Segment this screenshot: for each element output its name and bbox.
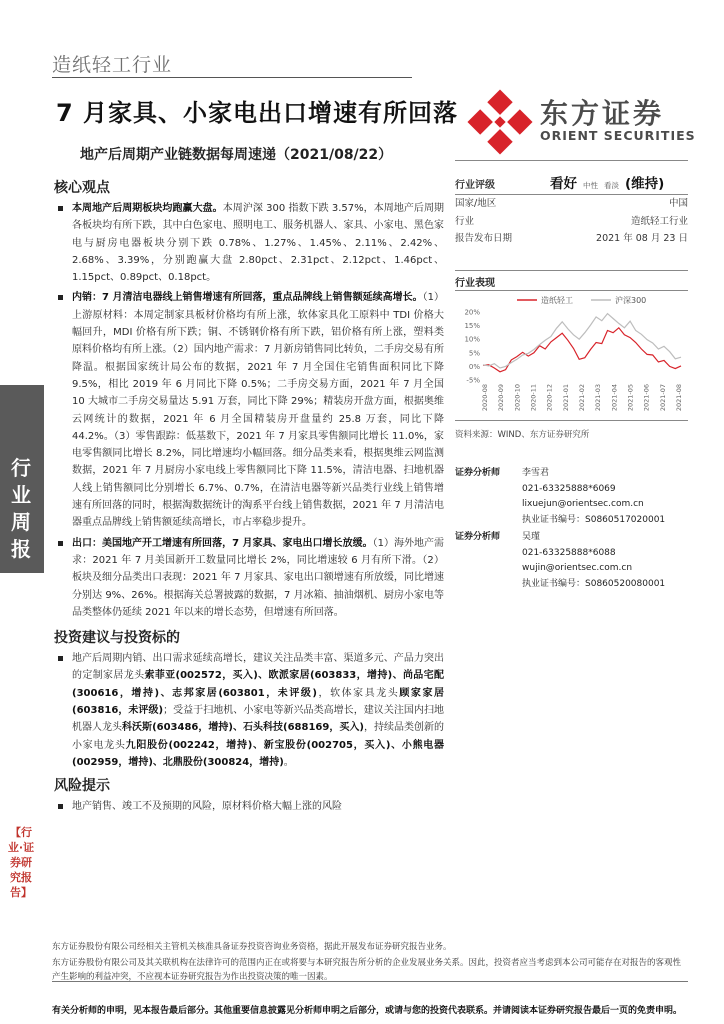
x-tick-label: 2020-09: [497, 384, 506, 412]
analyst-role: 证券分析师: [455, 468, 501, 478]
series-line: [483, 328, 681, 372]
divider: [52, 981, 688, 982]
bullet-lead: 本周地产后周期板块均跑赢大盘。: [72, 203, 223, 214]
analyst-card: [455, 466, 695, 528]
analyst-cert: 执业证书编号：S0860517020001: [522, 514, 666, 525]
analyst-phone: 021-63325888*6088: [522, 547, 616, 558]
logo-en-text: ORIENT SECURITIES: [540, 128, 696, 143]
rating-selected: 看好: [550, 176, 577, 192]
stock-list: 科沃斯(603486，增持)、石头科技(688169，买入): [122, 722, 364, 734]
analyst-email[interactable]: wujin@orientsec.com.cn: [522, 563, 633, 574]
bullet-text: 。: [283, 756, 294, 768]
performance-heading: 行业表现: [455, 278, 495, 289]
report-category-tag: 【行业·证券研究报告】: [7, 826, 35, 899]
stock-list: 索菲亚(002572，买入)、欧派家居(603833，增持)、尚品宅配(300616，增持)、志邦家居(603801，未评级): [72, 670, 444, 699]
rating-label: 行业评级: [455, 180, 495, 191]
analyst-row: [455, 466, 695, 482]
chart-source: 资料来源：WIND、东方证券研究所: [455, 430, 590, 440]
info-row: [455, 195, 688, 213]
bullet-lead: 出口：美国地产开工增速有所回落，7 月家具、家电出口增长放缓。: [72, 537, 373, 549]
x-tick-label: 2020-12: [545, 384, 554, 412]
info-value: 中国: [668, 198, 688, 209]
logo-cn-text: 东方证券: [540, 97, 665, 130]
y-tick-label: 20%: [464, 308, 480, 317]
info-value: 造纸轻工行业: [630, 215, 688, 227]
analyst-name: 吴瑾: [522, 532, 541, 542]
y-tick-label: -5%: [466, 376, 480, 385]
bullet-text: ，软体家具龙头: [316, 687, 400, 699]
report-headline: 7 月家具、小家电出口增速有所回落: [56, 99, 459, 127]
analyst-phone: 021-63325888*6069: [522, 483, 616, 494]
bullet-lead: 内销：7 月清洁电器线上销售增速有所回落，重点品牌线上销售额延续高增长。: [72, 292, 423, 304]
core-views-heading: 核心观点: [54, 180, 110, 196]
divider: [455, 160, 688, 161]
legend-label: 沪深300: [615, 296, 647, 305]
bullet-text: ；受益于扫地机、小家电等新兴品类高增长，建议关注国内扫地机器人龙头: [72, 705, 444, 734]
analyst-email[interactable]: lixuejun@orientsec.com.cn: [522, 499, 644, 510]
analyst-name: 李雪君: [522, 468, 550, 478]
footer-notice: 有关分析师的申明，见本报告最后部分。其他重要信息披露见分析师申明之后部分，或请与您的投资代表联系。并请阅读本证券研究报告最后一页的免责申明。: [52, 1006, 683, 1016]
y-tick-label: 10%: [464, 335, 480, 344]
report-type-label: 行业周报: [11, 456, 31, 561]
orient-securities-logo-icon: [466, 88, 534, 156]
x-tick-label: 2021-02: [578, 384, 586, 412]
info-row: [455, 230, 688, 248]
rating-row: [455, 172, 688, 194]
investment-bullet: [52, 650, 444, 771]
disclaimer-line: 产生影响的利益冲突，不应视本证券研究报告为作出投资决策的唯一因素。: [52, 972, 333, 982]
analyst-role: 证券分析师: [455, 532, 501, 542]
analyst-row: [455, 561, 695, 577]
analyst-row: [455, 530, 695, 546]
x-tick-label: 2021-01: [561, 384, 570, 412]
x-tick-label: 2021-08: [675, 384, 683, 412]
risk-bullet: 地产销售、竣工不及预期的风险，原材料价格大幅上涨的风险: [52, 798, 444, 815]
x-tick-label: 2020-08: [481, 384, 489, 412]
bullet-text: （1）上游原材料：本周定制家具板材价格均有所上涨，软体家具化工原料中 TDI 价格大幅回升，MDI 价格有所下跌；铜、不锈钢价格有所下跌，铝价格有所上涨，塑料类原料价格均有所上涨。（2）国内地产需求：7 月新房销售同比转负，二手房交易有所降温。根据国家统计局公布的数据，2021 年 7 月全国住宅销售面积同比下降 9.5%，相比 2019 年 6 月同比下降 0.5%；二手房交易方面，2021 年 7 月全国 10 大城市二手房交易量达 5.91 万套，同比下降 29%；精装房开盘方面，根据奥维云网统计的数据，2021 年 6 月全国精装房开盘量约 25.8 万套，同比下降 44.2%。（3）零售跟踪：低基数下，2021 年 7 月家具零售额同比增长 11.0%，家电零售额同比增长 8.2%，同比增速均小幅回落。细分品类来看，根据奥维云网监测数据，2021 年 7 月厨房小家电线上零售额同比下降 11.5%，清洁电器、扫地机器人线上销售额同比分别增长 6.7%、0.7%，在清洁电器等新兴品类行业线上销售增速有所回落的同时，根据淘数据统计的淘系平台线上销售数据，2021 年 7 月清洁电器重点品牌线上销售额延续高增长，市占率稳步提升。: [72, 292, 444, 529]
info-value: 2021 年 08 月 23 日: [596, 233, 688, 244]
y-tick-label: 0%: [468, 362, 480, 371]
main-column: [52, 177, 444, 819]
stock-list: 九阳股份(002242，增持)、新宝股份(002705，买入)、小熊电器(002959，增持)、北鼎股份(300824，增持): [72, 739, 445, 768]
core-bullet: [52, 535, 444, 621]
analyst-row: [455, 513, 695, 529]
x-tick-label: 2021-06: [642, 384, 651, 412]
info-label: 国家/地区: [455, 198, 497, 209]
analyst-card: [455, 530, 695, 592]
info-label: 行业: [455, 215, 475, 227]
analyst-row: [455, 482, 695, 498]
rating-maintain: (维持): [625, 176, 665, 192]
bullet-text: （1）海外地产需求：2021 年 7 月美国新开工数量同比增长 2%，同比增速较 6 月有所下滑。（2）板块及细分品类出口表现：2021 年 7 月家具、家电出口额增速有所放缓，同比增速分别达 9%、26%。根据海关总署披露的数据，7 月冰箱、抽油烟机、厨房小家电等品类整体仍延续 2021 年以来的增长态势，但增速有所回落。: [72, 537, 444, 618]
core-bullet: [52, 289, 444, 531]
disclaimer-line: 东方证券股份有限公司及其关联机构在法律许可的范围内正在或将要与本研究报告所分析的企业发展业务关系。因此，投资者应当考虑到本公司可能存在对报告的客观性: [52, 958, 682, 968]
core-bullet: [52, 200, 444, 286]
analyst-row: [455, 546, 695, 562]
divider: [455, 270, 688, 271]
x-tick-label: 2021-05: [626, 384, 635, 412]
risk-heading: 风险提示: [54, 778, 110, 795]
analyst-row: [455, 577, 695, 593]
rating-neutral: 中性: [583, 181, 598, 190]
analyst-cert: 执业证书编号：S0860520080001: [522, 578, 666, 589]
report-subtitle: 地产后周期产业链数据每周速递（2021/08/22）: [80, 147, 393, 163]
x-tick-label: 2020-10: [513, 384, 522, 412]
bullet-text: ，持续品类创新的小家电龙头: [72, 722, 445, 751]
divider: [52, 77, 412, 78]
rating-table: [455, 172, 688, 248]
bullet-text: 地产后周期内销、出口需求延续高增长，建议关注品类丰富、渠道多元、产品力突出的定制家居龙头: [72, 653, 444, 682]
divider: [455, 420, 688, 421]
legend-label: 造纸轻工: [541, 296, 573, 305]
disclaimer-line: 东方证券股份有限公司经相关主管机关核准具备证券投资咨询业务资格，据此开展发布证券研究报告业务。: [52, 942, 452, 952]
y-tick-label: 5%: [468, 349, 480, 358]
x-tick-label: 2021-03: [594, 384, 603, 412]
info-row: [455, 213, 688, 231]
series-line: [483, 314, 681, 368]
x-tick-label: 2021-04: [610, 384, 619, 412]
x-tick-label: 2020-11: [529, 384, 538, 412]
industry-performance-chart: [455, 290, 688, 420]
x-tick-label: 2021-07: [658, 384, 667, 412]
stock-list: 顾家家居(603816，未评级): [72, 687, 444, 717]
analyst-row: [455, 497, 695, 513]
industry-title: 造纸轻工行业: [52, 54, 173, 76]
bullet-text: 本周沪深 300 指数下跌 3.57%，本周地产后周期各板块均有所下跌，其中白色家电、照明电工、服务机器人、家具、小家电、黑色家电与厨房电器板块分别下跌 0.78%、1.27%、1.45%、2.11%、2.42%、2.68%、3.39%，分别跑赢大盘 2.80pct、2.31pct、2.12pct、1.46pct、1.15pct、0.89pct、0.18pct。: [72, 203, 445, 284]
y-tick-label: 15%: [464, 322, 480, 331]
info-label: 报告发布日期: [455, 233, 513, 244]
rating-bearish: 看淡: [604, 181, 619, 190]
investment-heading: 投资建议与投资标的: [54, 630, 180, 647]
